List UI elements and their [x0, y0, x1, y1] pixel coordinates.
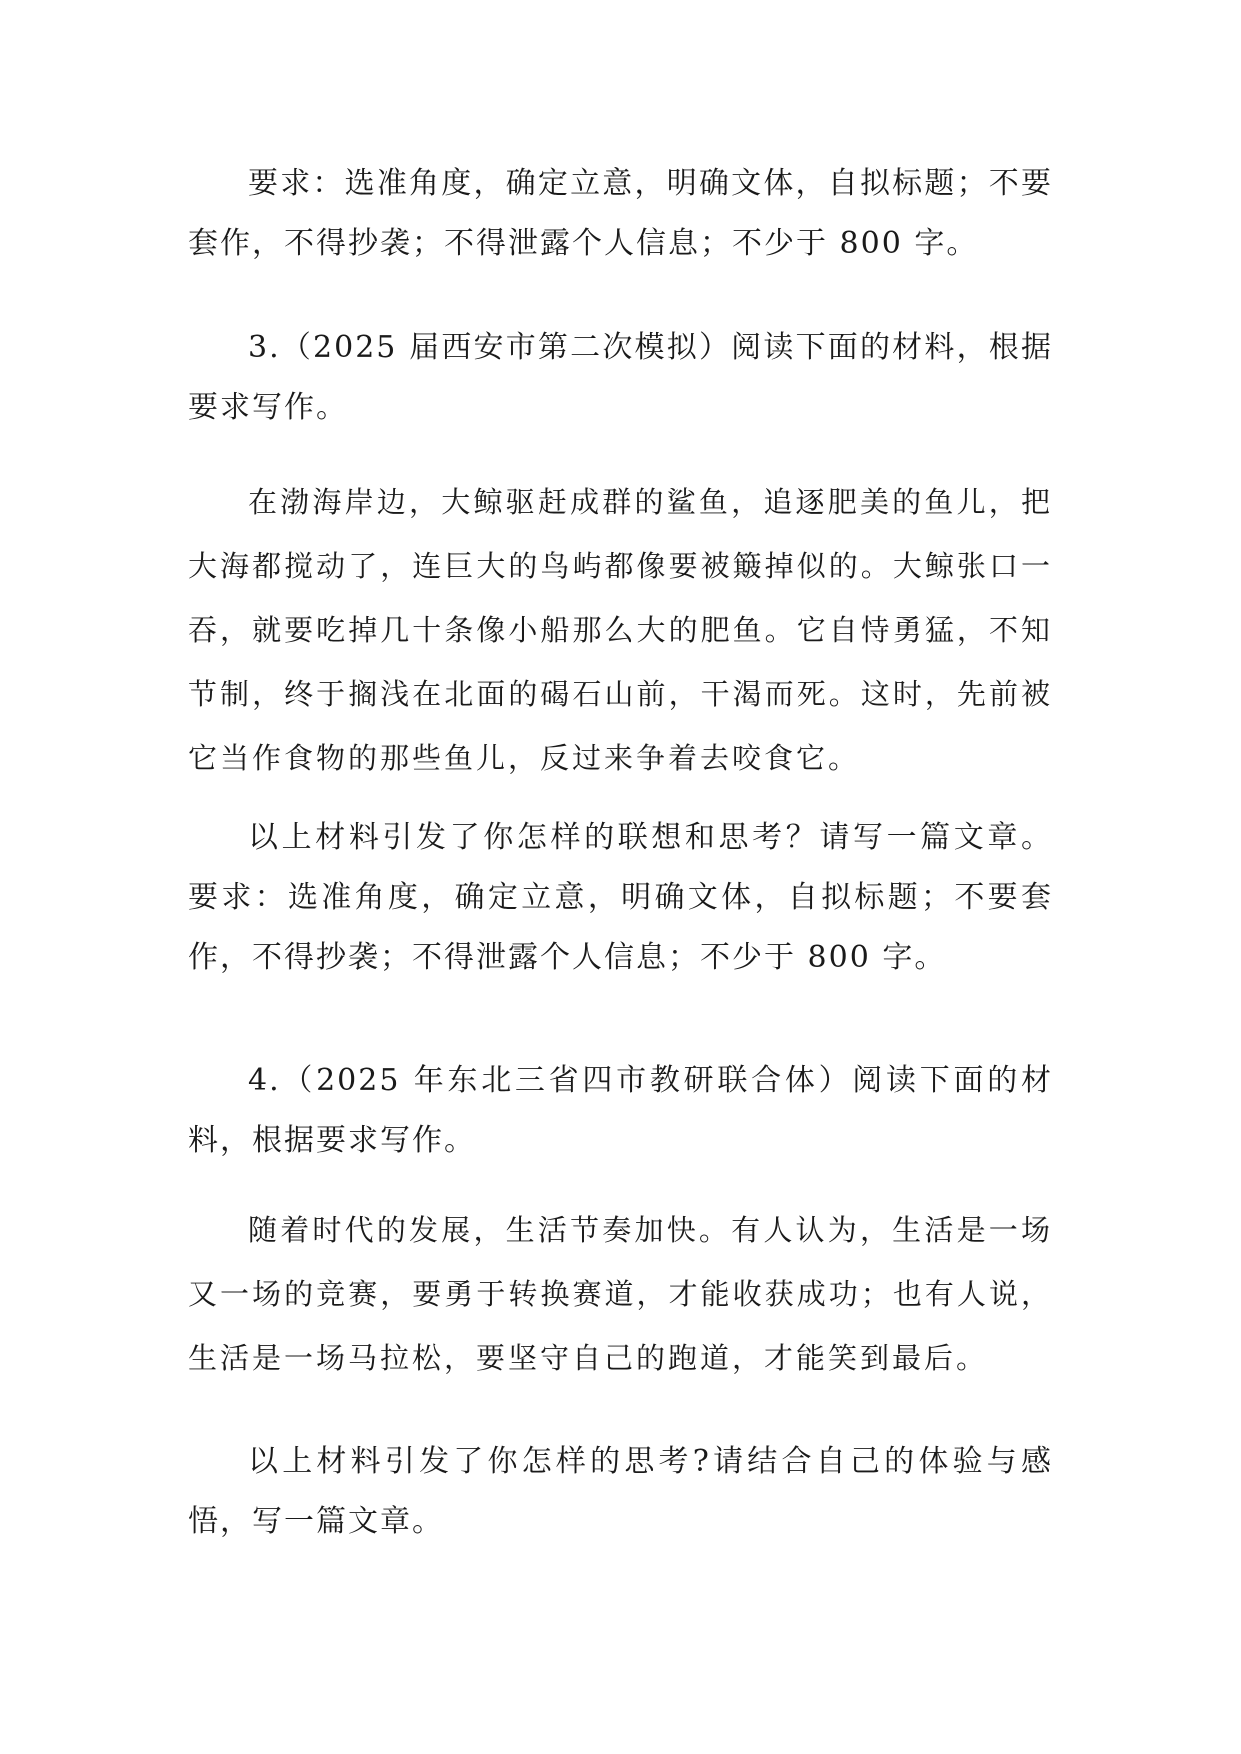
question-3-requirement: 以上材料引发了你怎样的联想和思考？请写一篇文章。 要求：选准角度，确定立意，明确文体，自拟标题；不要套作，不得抄袭；不得泄露个人信息；不少于 800 字。: [188, 820, 1053, 975]
requirement-paragraph-1: 要求：选准角度，确定立意，明确文体，自拟标题；不要套作，不得抄袭；不得泄露个人信息；不少于 800 字。: [188, 166, 1053, 261]
question-3-material: 在渤海岸边，大鲸驱赶成群的鲨鱼，追逐肥美的鱼儿，把大海都搅动了，连巨大的鸟屿都像要被簸掉似的。大鲸张口一吞，就要吃掉几十条像小船那么大的肥鱼。它自恃勇猛，不知节制，终于搁浅在北面的碣石山前，干渴而死。这时，先前被它当作食物的那些鱼儿，反过来争着去咬食它。: [188, 485, 1053, 775]
question-4-material: 随着时代的发展，生活节奏加快。有人认为，生活是一场又一场的竞赛，要勇于转换赛道，才能收获成功；也有人说，生活是一场马拉松，要坚守自己的跑道，才能笑到最后。: [188, 1213, 1053, 1375]
question-4-requirement: 以上材料引发了你怎样的思考?请结合自己的体验与感悟，写一篇文章。: [188, 1444, 1053, 1539]
question-3-heading: 3.（2025 届西安市第二次模拟）阅读下面的材料，根据要求写作。: [188, 330, 1053, 425]
question-4-heading: 4.（2025 年东北三省四市教研联合体）阅读下面的材料，根据要求写作。: [188, 1063, 1053, 1158]
